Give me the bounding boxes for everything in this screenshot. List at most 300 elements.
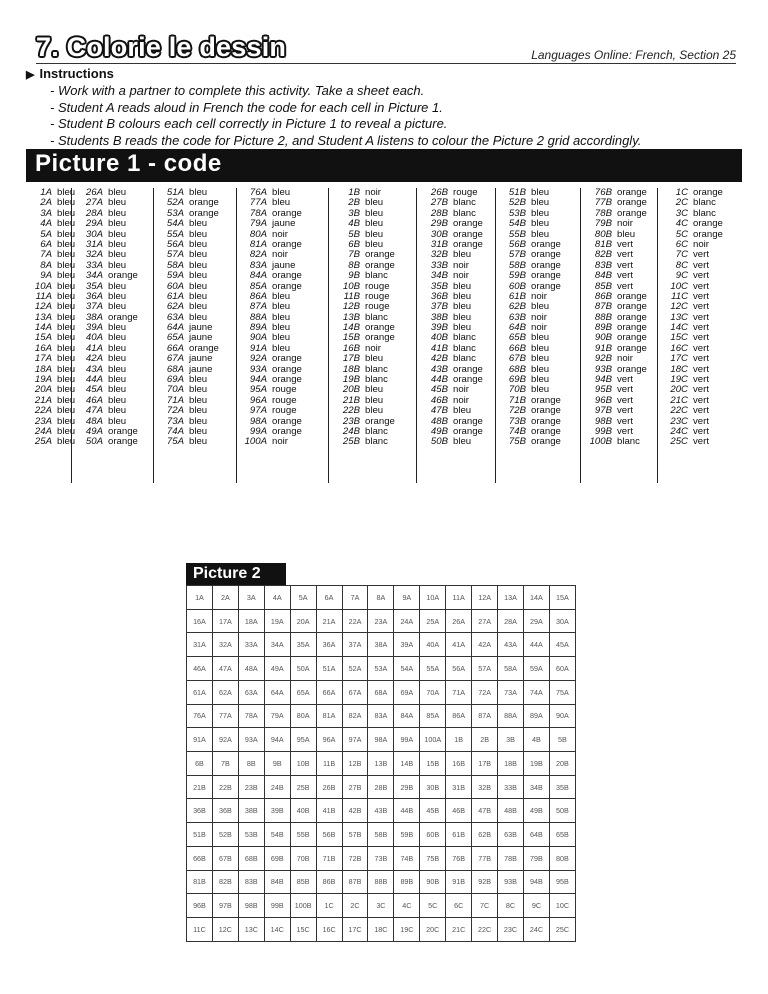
grid-cell[interactable]: 40B xyxy=(290,799,316,823)
cell-colour: bleu xyxy=(108,207,127,219)
grid-cell[interactable]: 66A xyxy=(316,680,342,704)
code-row xyxy=(241,437,302,447)
grid-cell[interactable]: 62B xyxy=(472,823,498,847)
grid-cell[interactable]: 74B xyxy=(394,846,420,870)
grid-cell[interactable]: 75B xyxy=(420,846,446,870)
grid-cell[interactable]: 95A xyxy=(290,728,316,752)
grid-cell[interactable]: 93B xyxy=(498,870,524,894)
grid-cell[interactable]: 5C xyxy=(420,894,446,918)
grid-cell[interactable]: 67B xyxy=(212,846,238,870)
grid-cell[interactable]: 48A xyxy=(238,657,264,681)
grid-cell[interactable]: 79A xyxy=(264,704,290,728)
grid-cell[interactable]: 84B xyxy=(264,870,290,894)
grid-cell[interactable]: 54B xyxy=(264,823,290,847)
grid-cell[interactable]: 21C xyxy=(446,918,472,942)
cell-code: 27A xyxy=(85,197,103,209)
grid-cell[interactable]: 14A xyxy=(523,586,549,610)
grid-cell[interactable]: 16B xyxy=(446,752,472,776)
grid-cell[interactable]: 45B xyxy=(420,799,446,823)
grid-cell[interactable]: 57A xyxy=(472,657,498,681)
grid-cell[interactable]: 98A xyxy=(368,728,394,752)
grid-cell[interactable]: 69A xyxy=(394,680,420,704)
grid-cell[interactable]: 60A xyxy=(549,657,575,681)
grid-cell[interactable]: 68A xyxy=(368,680,394,704)
grid-cell[interactable]: 72A xyxy=(472,680,498,704)
cell-code: 58B xyxy=(508,259,526,271)
grid-cell[interactable]: 61B xyxy=(446,823,472,847)
code-row xyxy=(77,219,138,229)
cell-colour: blanc xyxy=(365,436,388,448)
grid-cell[interactable]: 80B xyxy=(549,846,575,870)
cell-colour: orange xyxy=(108,425,138,437)
cell-code: 91B xyxy=(594,342,612,354)
grid-cell[interactable]: 5A xyxy=(290,586,316,610)
grid-cell[interactable]: 76B xyxy=(446,846,472,870)
cell-code: 4A xyxy=(40,218,52,230)
grid-cell[interactable]: 100B xyxy=(290,894,316,918)
grid-cell[interactable]: 12A xyxy=(472,586,498,610)
grid-cell[interactable]: 73B xyxy=(368,846,394,870)
cell-colour: bleu xyxy=(57,322,76,334)
cell-colour: noir xyxy=(531,322,547,334)
grid-cell[interactable]: 7C xyxy=(472,894,498,918)
grid-cell[interactable]: 23C xyxy=(498,918,524,942)
grid-cell[interactable]: 34B xyxy=(523,775,549,799)
grid-cell[interactable]: 11A xyxy=(446,586,472,610)
grid-cell[interactable]: 86A xyxy=(446,704,472,728)
grid-cell[interactable]: 3C xyxy=(368,894,394,918)
grid-cell[interactable]: 98B xyxy=(238,894,264,918)
grid-cell[interactable]: 96A xyxy=(316,728,342,752)
cell-code: 14A xyxy=(34,322,52,334)
grid-cell[interactable]: 4C xyxy=(394,894,420,918)
grid-cell[interactable]: 97A xyxy=(342,728,368,752)
grid-cell[interactable]: 59A xyxy=(523,657,549,681)
grid-cell[interactable]: 10B xyxy=(290,752,316,776)
grid-cell[interactable]: 94A xyxy=(264,728,290,752)
grid-cell[interactable]: 10A xyxy=(420,586,446,610)
grid-cell[interactable]: 42B xyxy=(342,799,368,823)
grid-cell[interactable]: 65A xyxy=(290,680,316,704)
grid-cell[interactable]: 32B xyxy=(472,775,498,799)
grid-cell[interactable]: 42A xyxy=(472,633,498,657)
grid-cell[interactable]: 15C xyxy=(290,918,316,942)
grid-cell[interactable]: 89A xyxy=(523,704,549,728)
grid-cell[interactable]: 92B xyxy=(472,870,498,894)
grid-cell[interactable]: 63A xyxy=(238,680,264,704)
grid-cell[interactable]: 4B xyxy=(523,728,549,752)
grid-cell[interactable]: 15B xyxy=(420,752,446,776)
grid-cell[interactable]: 15A xyxy=(549,586,575,610)
cell-code: 74A xyxy=(166,425,184,437)
grid-cell[interactable]: 43A xyxy=(498,633,524,657)
grid-cell[interactable]: 25B xyxy=(290,775,316,799)
grid-cell[interactable]: 22C xyxy=(472,918,498,942)
grid-cell[interactable]: 19C xyxy=(394,918,420,942)
grid-cell[interactable]: 94B xyxy=(523,870,549,894)
grid-cell[interactable]: 51B xyxy=(187,823,213,847)
grid-cell[interactable]: 4A xyxy=(264,586,290,610)
cell-code: 19B xyxy=(342,374,360,386)
grid-cell[interactable]: 17C xyxy=(342,918,368,942)
grid-cell[interactable]: 78A xyxy=(238,704,264,728)
grid-cell[interactable]: 14B xyxy=(394,752,420,776)
cell-code: 15C xyxy=(670,332,688,344)
cell-code: 92B xyxy=(594,353,612,365)
cell-colour: orange xyxy=(365,259,395,271)
grid-cell[interactable]: 51A xyxy=(316,657,342,681)
grid-cell[interactable]: 82A xyxy=(342,704,368,728)
grid-cell[interactable]: 85A xyxy=(420,704,446,728)
column-divider xyxy=(580,188,581,483)
cell-code: 93A xyxy=(249,363,267,375)
code-column xyxy=(26,188,75,448)
grid-cell[interactable]: 38A xyxy=(368,633,394,657)
grid-cell[interactable]: 2A xyxy=(212,586,238,610)
grid-cell[interactable]: 53A xyxy=(368,657,394,681)
grid-cell[interactable]: 24B xyxy=(264,775,290,799)
grid-cell[interactable]: 40A xyxy=(420,633,446,657)
grid-cell[interactable]: 8C xyxy=(498,894,524,918)
grid-cell[interactable]: 82B xyxy=(212,870,238,894)
cell-code: 69A xyxy=(166,374,184,386)
grid-cell[interactable]: 29B xyxy=(394,775,420,799)
grid-cell[interactable]: 35B xyxy=(549,775,575,799)
grid-cell[interactable]: 47A xyxy=(212,657,238,681)
cell-colour: bleu xyxy=(57,238,76,250)
grid-cell[interactable]: 78B xyxy=(498,846,524,870)
grid-cell[interactable]: 61A xyxy=(187,680,213,704)
grid-cell[interactable]: 33A xyxy=(238,633,264,657)
grid-cell[interactable]: 62A xyxy=(212,680,238,704)
grid-cell[interactable]: 86B xyxy=(316,870,342,894)
grid-cell[interactable]: 35A xyxy=(290,633,316,657)
cell-code: 63A xyxy=(166,311,184,323)
grid-cell[interactable]: 20A xyxy=(290,609,316,633)
grid-cell[interactable]: 87A xyxy=(472,704,498,728)
grid-cell[interactable]: 56A xyxy=(446,657,472,681)
grid-cell[interactable]: 6C xyxy=(446,894,472,918)
grid-cell[interactable]: 2B xyxy=(472,728,498,752)
grid-cell[interactable]: 46A xyxy=(187,657,213,681)
cell-code: 83A xyxy=(249,259,267,271)
grid-cell[interactable]: 39B xyxy=(264,799,290,823)
grid-cell[interactable]: 6B xyxy=(187,752,213,776)
cell-code: 84A xyxy=(249,270,267,282)
grid-cell[interactable]: 71A xyxy=(446,680,472,704)
grid-cell[interactable]: 73A xyxy=(498,680,524,704)
cell-code: 1A xyxy=(40,187,52,198)
grid-cell[interactable]: 24A xyxy=(394,609,420,633)
grid-cell[interactable]: 55A xyxy=(420,657,446,681)
code-row xyxy=(334,437,395,447)
grid-cell[interactable]: 8B xyxy=(238,752,264,776)
grid-cell[interactable]: 80A xyxy=(290,704,316,728)
grid-cell[interactable]: 9C xyxy=(523,894,549,918)
cell-code: 74B xyxy=(508,425,526,437)
grid-cell[interactable]: 47B xyxy=(472,799,498,823)
cell-code: 96B xyxy=(594,394,612,406)
cell-colour: jaune xyxy=(272,259,296,271)
grid-cell[interactable]: 50A xyxy=(290,657,316,681)
grid-cell[interactable]: 91A xyxy=(187,728,213,752)
grid-cell[interactable]: 27A xyxy=(472,609,498,633)
cell-colour: bleu xyxy=(189,187,208,198)
grid-cell[interactable]: 21A xyxy=(316,609,342,633)
grid-cell[interactable]: 21B xyxy=(187,775,213,799)
cell-code: 87A xyxy=(249,301,267,313)
grid-cell[interactable]: 90B xyxy=(420,870,446,894)
grid-cell[interactable]: 5B xyxy=(549,728,575,752)
cell-code: 32A xyxy=(85,249,103,261)
cell-code: 55B xyxy=(508,228,526,240)
cell-colour: bleu xyxy=(531,218,550,230)
grid-cell[interactable]: 34A xyxy=(264,633,290,657)
cell-colour: orange xyxy=(272,280,302,292)
code-row xyxy=(241,271,302,281)
cell-colour: bleu xyxy=(189,311,208,323)
grid-cell[interactable]: 77A xyxy=(212,704,238,728)
grid-cell[interactable]: 76A xyxy=(187,704,213,728)
grid-cell[interactable]: 18B xyxy=(498,752,524,776)
grid-cell[interactable]: 11C xyxy=(187,918,213,942)
cell-code: 45A xyxy=(85,384,103,396)
cell-code: 37B xyxy=(430,301,448,313)
grid-cell[interactable]: 29A xyxy=(523,609,549,633)
grid-cell[interactable]: 72B xyxy=(342,846,368,870)
grid-cell[interactable]: 20C xyxy=(420,918,446,942)
grid-cell[interactable]: 87B xyxy=(342,870,368,894)
grid-cell[interactable]: 37A xyxy=(342,633,368,657)
grid-cell[interactable]: 16A xyxy=(187,609,213,633)
grid-cell[interactable]: 6A xyxy=(316,586,342,610)
grid-cell[interactable]: 8A xyxy=(368,586,394,610)
grid-cell[interactable]: 96B xyxy=(187,894,213,918)
cell-code: 38A xyxy=(85,311,103,323)
grid-cell[interactable]: 3B xyxy=(498,728,524,752)
grid-cell[interactable]: 65B xyxy=(549,823,575,847)
grid-cell[interactable]: 58B xyxy=(368,823,394,847)
grid-cell[interactable]: 91B xyxy=(446,870,472,894)
grid-cell[interactable]: 84A xyxy=(394,704,420,728)
grid-cell[interactable]: 99B xyxy=(264,894,290,918)
cell-code: 23B xyxy=(342,415,360,427)
cell-colour: orange xyxy=(453,218,483,230)
grid-cell[interactable]: 22B xyxy=(212,775,238,799)
grid-cell[interactable]: 12C xyxy=(212,918,238,942)
grid-cell[interactable]: 17B xyxy=(472,752,498,776)
grid-cell[interactable]: 50B xyxy=(549,799,575,823)
grid-cell[interactable]: 28B xyxy=(368,775,394,799)
grid-cell[interactable]: 66B xyxy=(187,846,213,870)
cell-colour: vert xyxy=(693,353,709,365)
grid-cell[interactable]: 3A xyxy=(238,586,264,610)
grid-cell[interactable]: 23B xyxy=(238,775,264,799)
cell-code: 6B xyxy=(348,238,360,250)
grid-cell[interactable]: 57B xyxy=(342,823,368,847)
grid-row xyxy=(187,775,576,799)
grid-cell[interactable]: 71B xyxy=(316,846,342,870)
grid-cell[interactable]: 70A xyxy=(420,680,446,704)
grid-cell[interactable]: 38B xyxy=(238,799,264,823)
grid-cell[interactable]: 64A xyxy=(264,680,290,704)
grid-cell[interactable]: 70B xyxy=(290,846,316,870)
cell-colour: bleu xyxy=(531,353,550,365)
cell-code: 81B xyxy=(594,238,612,250)
grid-cell[interactable]: 89B xyxy=(394,870,420,894)
grid-cell[interactable]: 54A xyxy=(394,657,420,681)
grid-cell[interactable]: 18C xyxy=(368,918,394,942)
grid-cell[interactable]: 7A xyxy=(342,586,368,610)
cell-code: 94A xyxy=(249,374,267,386)
cell-code: 65A xyxy=(166,332,184,344)
grid-cell[interactable]: 83B xyxy=(238,870,264,894)
grid-cell[interactable]: 7B xyxy=(212,752,238,776)
grid-cell[interactable]: 45A xyxy=(549,633,575,657)
grid-cell[interactable]: 39A xyxy=(394,633,420,657)
grid-cell[interactable]: 30A xyxy=(549,609,575,633)
grid-cell[interactable]: 36A xyxy=(316,633,342,657)
cell-code: 55A xyxy=(166,228,184,240)
cell-code: 57B xyxy=(508,249,526,261)
grid-cell[interactable]: 1A xyxy=(187,586,213,610)
grid-cell[interactable]: 68B xyxy=(238,846,264,870)
grid-cell[interactable]: 92A xyxy=(212,728,238,752)
grid-cell[interactable]: 24C xyxy=(523,918,549,942)
grid-cell[interactable]: 31A xyxy=(187,633,213,657)
instruction-line: - Student A reads aloud in French the code for each cell in Picture 1. xyxy=(50,99,443,115)
grid-cell[interactable]: 10C xyxy=(549,894,575,918)
grid-cell[interactable]: 11B xyxy=(316,752,342,776)
cell-code: 62B xyxy=(508,301,526,313)
grid-cell[interactable]: 16C xyxy=(316,918,342,942)
grid-cell[interactable]: 48B xyxy=(498,799,524,823)
grid-cell[interactable]: 83A xyxy=(368,704,394,728)
grid-cell[interactable]: 59B xyxy=(394,823,420,847)
grid-cell[interactable]: 49B xyxy=(523,799,549,823)
grid-cell[interactable]: 81A xyxy=(316,704,342,728)
grid-cell[interactable]: 23A xyxy=(368,609,394,633)
cell-code: 37A xyxy=(85,301,103,313)
cell-code: 58A xyxy=(166,259,184,271)
grid-cell[interactable]: 13B xyxy=(368,752,394,776)
grid-cell[interactable]: 77B xyxy=(472,846,498,870)
cell-code: 90B xyxy=(594,332,612,344)
cell-colour: orange xyxy=(272,415,302,427)
grid-cell[interactable]: 52A xyxy=(342,657,368,681)
grid-cell[interactable]: 26A xyxy=(446,609,472,633)
grid-cell[interactable]: 64B xyxy=(523,823,549,847)
cell-code: 41A xyxy=(85,342,103,354)
cell-colour: orange xyxy=(531,415,561,427)
grid-cell[interactable]: 56B xyxy=(316,823,342,847)
grid-cell[interactable]: 33B xyxy=(498,775,524,799)
grid-cell[interactable]: 60B xyxy=(420,823,446,847)
picture2-grid[interactable] xyxy=(186,585,576,942)
grid-cell[interactable]: 1B xyxy=(446,728,472,752)
triangle-bullet-icon: ▶ xyxy=(26,69,35,81)
grid-cell[interactable]: 55B xyxy=(290,823,316,847)
grid-cell[interactable]: 58A xyxy=(498,657,524,681)
grid-cell[interactable]: 79B xyxy=(523,846,549,870)
grid-cell[interactable]: 53B xyxy=(238,823,264,847)
grid-cell[interactable]: 90A xyxy=(549,704,575,728)
grid-cell[interactable]: 88A xyxy=(498,704,524,728)
grid-cell[interactable]: 74A xyxy=(523,680,549,704)
cell-colour: orange xyxy=(617,332,647,344)
grid-cell[interactable]: 44A xyxy=(523,633,549,657)
grid-cell[interactable]: 2C xyxy=(342,894,368,918)
cell-colour: bleu xyxy=(453,290,472,302)
cell-code: 73B xyxy=(508,415,526,427)
grid-cell[interactable]: 41A xyxy=(446,633,472,657)
grid-cell[interactable]: 31B xyxy=(446,775,472,799)
cell-colour: vert xyxy=(617,384,633,396)
grid-cell[interactable]: 93A xyxy=(238,728,264,752)
cell-code: 24C xyxy=(670,425,688,437)
cell-colour: bleu xyxy=(108,249,127,261)
cell-colour: bleu xyxy=(108,384,127,396)
grid-cell[interactable]: 14C xyxy=(264,918,290,942)
grid-cell[interactable]: 26B xyxy=(316,775,342,799)
grid-cell[interactable]: 63B xyxy=(498,823,524,847)
cell-colour: blanc xyxy=(453,207,476,219)
grid-cell[interactable]: 30B xyxy=(420,775,446,799)
grid-cell[interactable]: 36B xyxy=(212,799,238,823)
grid-cell[interactable]: 85B xyxy=(290,870,316,894)
grid-cell[interactable]: 99A xyxy=(394,728,420,752)
grid-cell[interactable]: 13A xyxy=(498,586,524,610)
grid-cell[interactable]: 27B xyxy=(342,775,368,799)
cell-colour: rouge xyxy=(365,301,390,313)
grid-cell[interactable]: 36B xyxy=(187,799,213,823)
grid-cell[interactable]: 46B xyxy=(446,799,472,823)
grid-cell[interactable]: 1C xyxy=(316,894,342,918)
grid-cell[interactable]: 100A xyxy=(420,728,446,752)
grid-cell[interactable]: 9B xyxy=(264,752,290,776)
cell-colour: blanc xyxy=(453,342,476,354)
grid-cell[interactable]: 75A xyxy=(549,680,575,704)
grid-cell[interactable]: 69B xyxy=(264,846,290,870)
grid-cell[interactable]: 25A xyxy=(420,609,446,633)
grid-cell[interactable]: 32A xyxy=(212,633,238,657)
grid-cell[interactable]: 9A xyxy=(394,586,420,610)
grid-cell[interactable]: 17A xyxy=(212,609,238,633)
grid-cell[interactable]: 44B xyxy=(394,799,420,823)
grid-cell[interactable]: 12B xyxy=(342,752,368,776)
grid-cell[interactable]: 19A xyxy=(264,609,290,633)
grid-cell[interactable]: 49A xyxy=(264,657,290,681)
grid-cell[interactable]: 25C xyxy=(549,918,575,942)
cell-colour: noir xyxy=(453,259,469,271)
grid-row xyxy=(187,657,576,681)
grid-cell[interactable]: 28A xyxy=(498,609,524,633)
grid-cell[interactable]: 41B xyxy=(316,799,342,823)
grid-cell[interactable]: 81B xyxy=(187,870,213,894)
grid-cell[interactable]: 88B xyxy=(368,870,394,894)
grid-cell[interactable]: 19B xyxy=(523,752,549,776)
grid-cell[interactable]: 67A xyxy=(342,680,368,704)
cell-code: 34A xyxy=(85,270,103,282)
grid-cell[interactable]: 22A xyxy=(342,609,368,633)
grid-cell[interactable]: 13C xyxy=(238,918,264,942)
grid-cell[interactable]: 18A xyxy=(238,609,264,633)
grid-cell[interactable]: 43B xyxy=(368,799,394,823)
grid-cell[interactable]: 20B xyxy=(549,752,575,776)
grid-cell[interactable]: 52B xyxy=(212,823,238,847)
grid-cell[interactable]: 97B xyxy=(212,894,238,918)
grid-cell[interactable]: 95B xyxy=(549,870,575,894)
